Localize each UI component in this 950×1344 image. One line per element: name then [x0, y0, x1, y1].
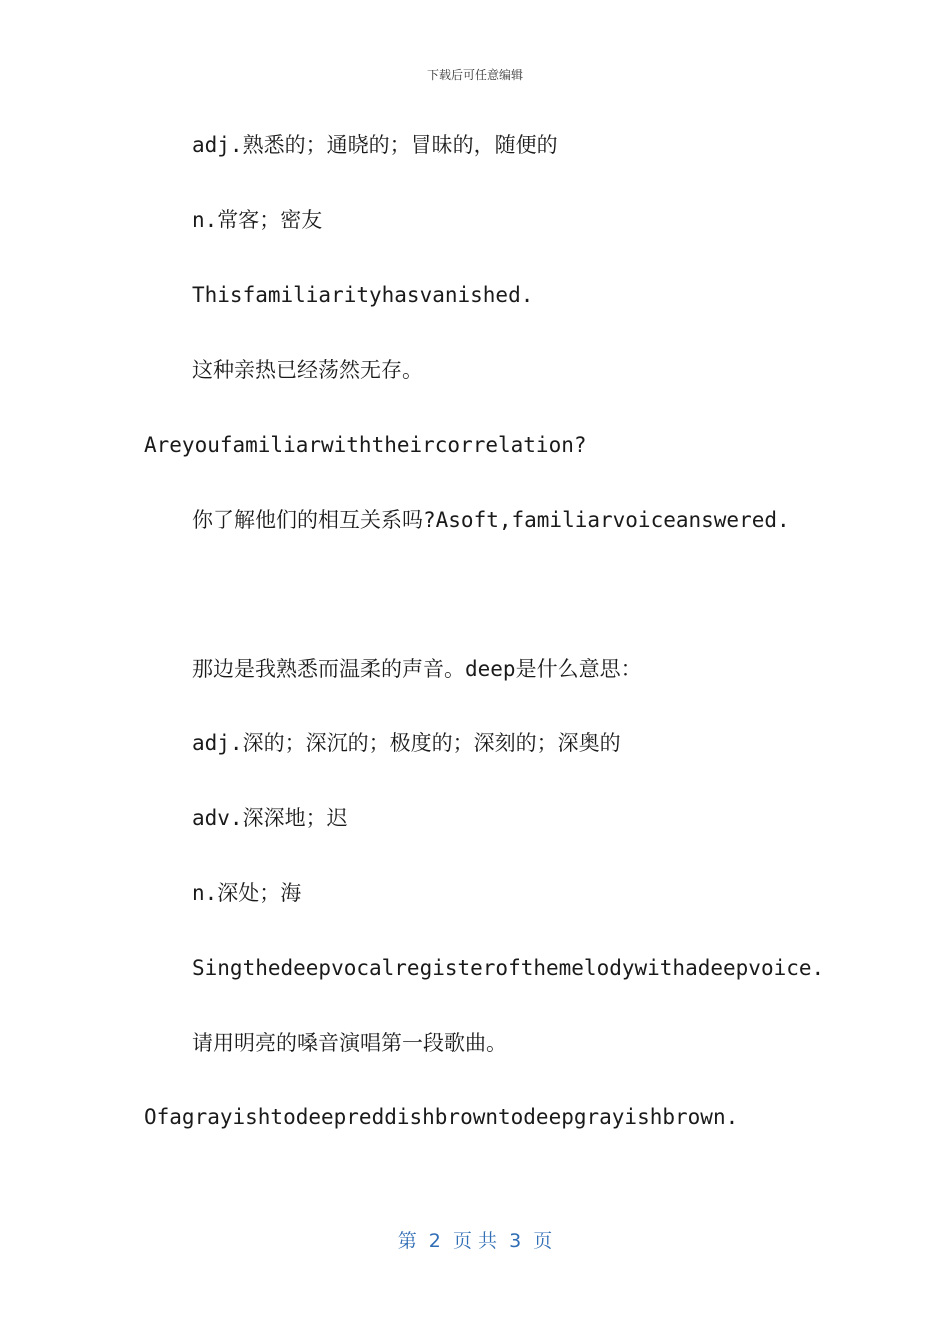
page-footer: 第 2 页 共 3 页	[397, 1230, 553, 1252]
text-line: 你了解他们的相互关系吗?Asoft,familiarvoiceanswered.	[192, 508, 790, 532]
text-line: Ofagrayishtodeepreddishbrowntodeepgrayishbrown.	[144, 1105, 739, 1129]
text-line: n.深处；海	[192, 881, 302, 905]
text-line: adj.熟悉的；通晓的；冒昧的，随便的	[192, 133, 558, 157]
text-line: 请用明亮的嗓音演唱第一段歌曲。	[192, 1031, 507, 1055]
text-line: 那边是我熟悉而温柔的声音。deep是什么意思：	[192, 657, 642, 681]
text-line: adv.深深地；迟	[192, 806, 348, 830]
text-line: Thisfamiliarityhasvanished.	[192, 283, 534, 307]
text-line: adj.深的；深沉的；极度的；深刻的；深奥的	[192, 731, 621, 755]
text-line: 这种亲热已经荡然无存。	[192, 358, 423, 382]
text-line: n.常客；密友	[192, 208, 323, 232]
text-line: Singthedeepvocalregisterofthemelodywithadeepvoice.	[192, 956, 825, 980]
page-header: 下载后可任意编辑	[426, 68, 523, 82]
text-line: Areyoufamiliarwiththeircorrelation?	[144, 433, 587, 457]
